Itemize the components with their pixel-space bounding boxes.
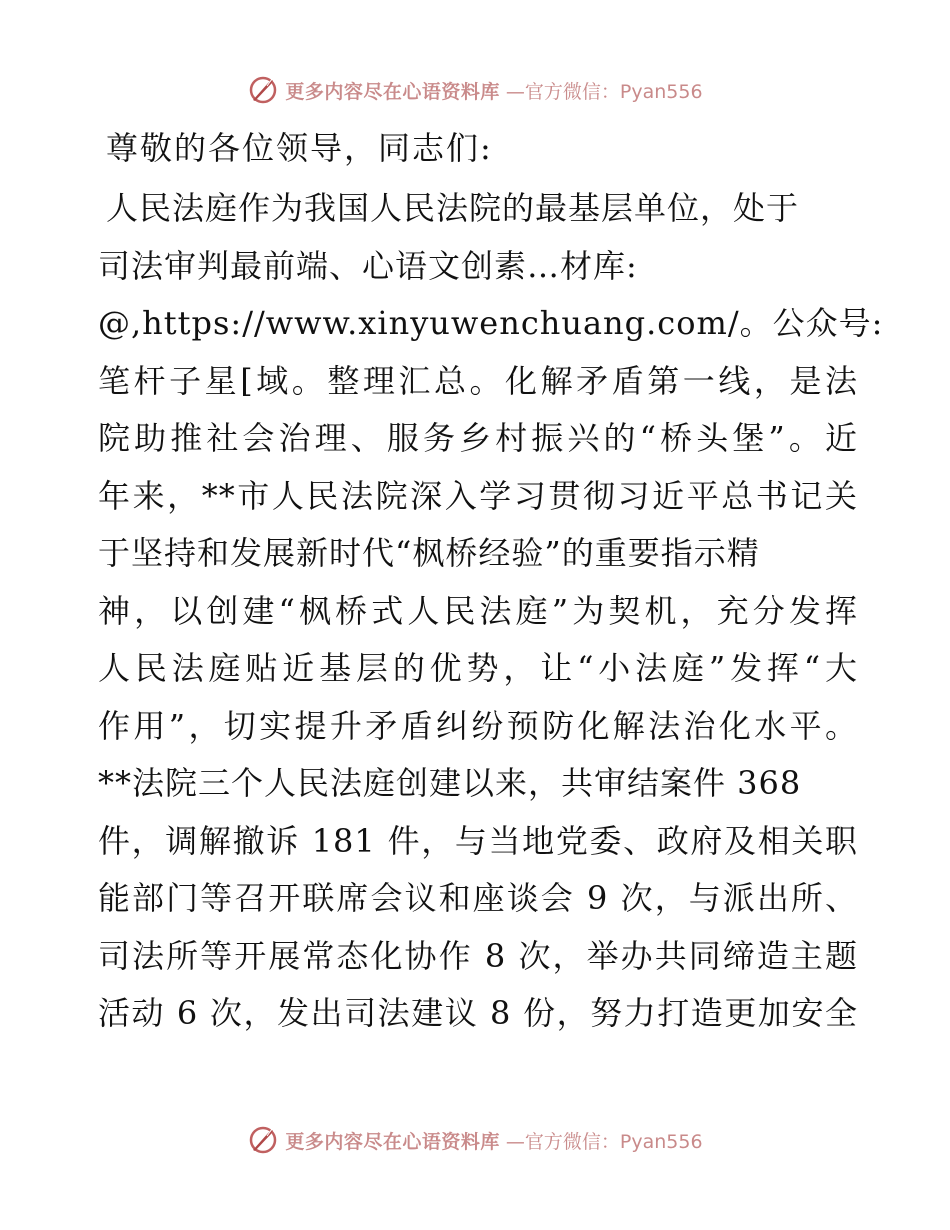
body-line: 司法所等开展常态化协作 8 次，举办共同缔造主题 xyxy=(98,936,858,975)
quill-pen-logo-icon xyxy=(247,1124,279,1156)
watermark-banner-bottom xyxy=(0,1120,950,1160)
document-body xyxy=(98,120,884,1043)
body-line: 神，以创建“枫桥式人民法庭”为契机，充分发挥 xyxy=(98,591,858,630)
body-line: 作用”，切实提升矛盾纠纷预防化解法治化水平。 xyxy=(98,706,858,745)
body-line: @,https://www.xinyuwenchuang.com/。公众号: xyxy=(98,304,884,342)
body-line: 于坚持和发展新时代“枫桥经验”的重要指示精 xyxy=(98,534,760,572)
body-line: 件，调解撤诉 181 件，与当地党委、政府及相关职 xyxy=(98,821,858,860)
watermark-banner-top xyxy=(0,70,950,110)
body-line: 司法审判最前端、心语文创素…材库: xyxy=(98,246,638,285)
body-line: 能部门等召开联席会议和座谈会 9 次，与派出所、 xyxy=(98,879,858,917)
quill-pen-logo-icon xyxy=(247,74,279,106)
salutation: 尊敬的各位领导，同志们: xyxy=(106,129,493,167)
body-line: **法院三个人民法庭创建以来，共审结案件 368 xyxy=(98,764,802,802)
watermark-brand-text: 更多内容尽在心语资料库 xyxy=(285,80,500,103)
body-line: 院助推社会治理、服务乡村振兴的“桥头堡”。近 xyxy=(98,419,858,457)
watermark-contact-text: —官方微信：Pyan556 xyxy=(505,80,703,103)
watermark-brand-text: 更多内容尽在心语资料库 xyxy=(285,1130,500,1153)
body-line: 笔杆子星[域。整理汇总。化解矛盾第一线，是法 xyxy=(98,361,858,400)
body-line: 活动 6 次，发出司法建议 8 份，努力打造更加安全 xyxy=(98,994,858,1032)
body-line: 年来，**市人民法院深入学习贯彻习近平总书记关 xyxy=(98,476,858,515)
body-line: 人民法庭作为我国人民法院的最基层单位，处于 xyxy=(106,189,800,227)
watermark-contact-text: —官方微信：Pyan556 xyxy=(505,1130,703,1153)
body-line: 人民法庭贴近基层的优势，让“小法庭”发挥“大 xyxy=(98,649,858,687)
